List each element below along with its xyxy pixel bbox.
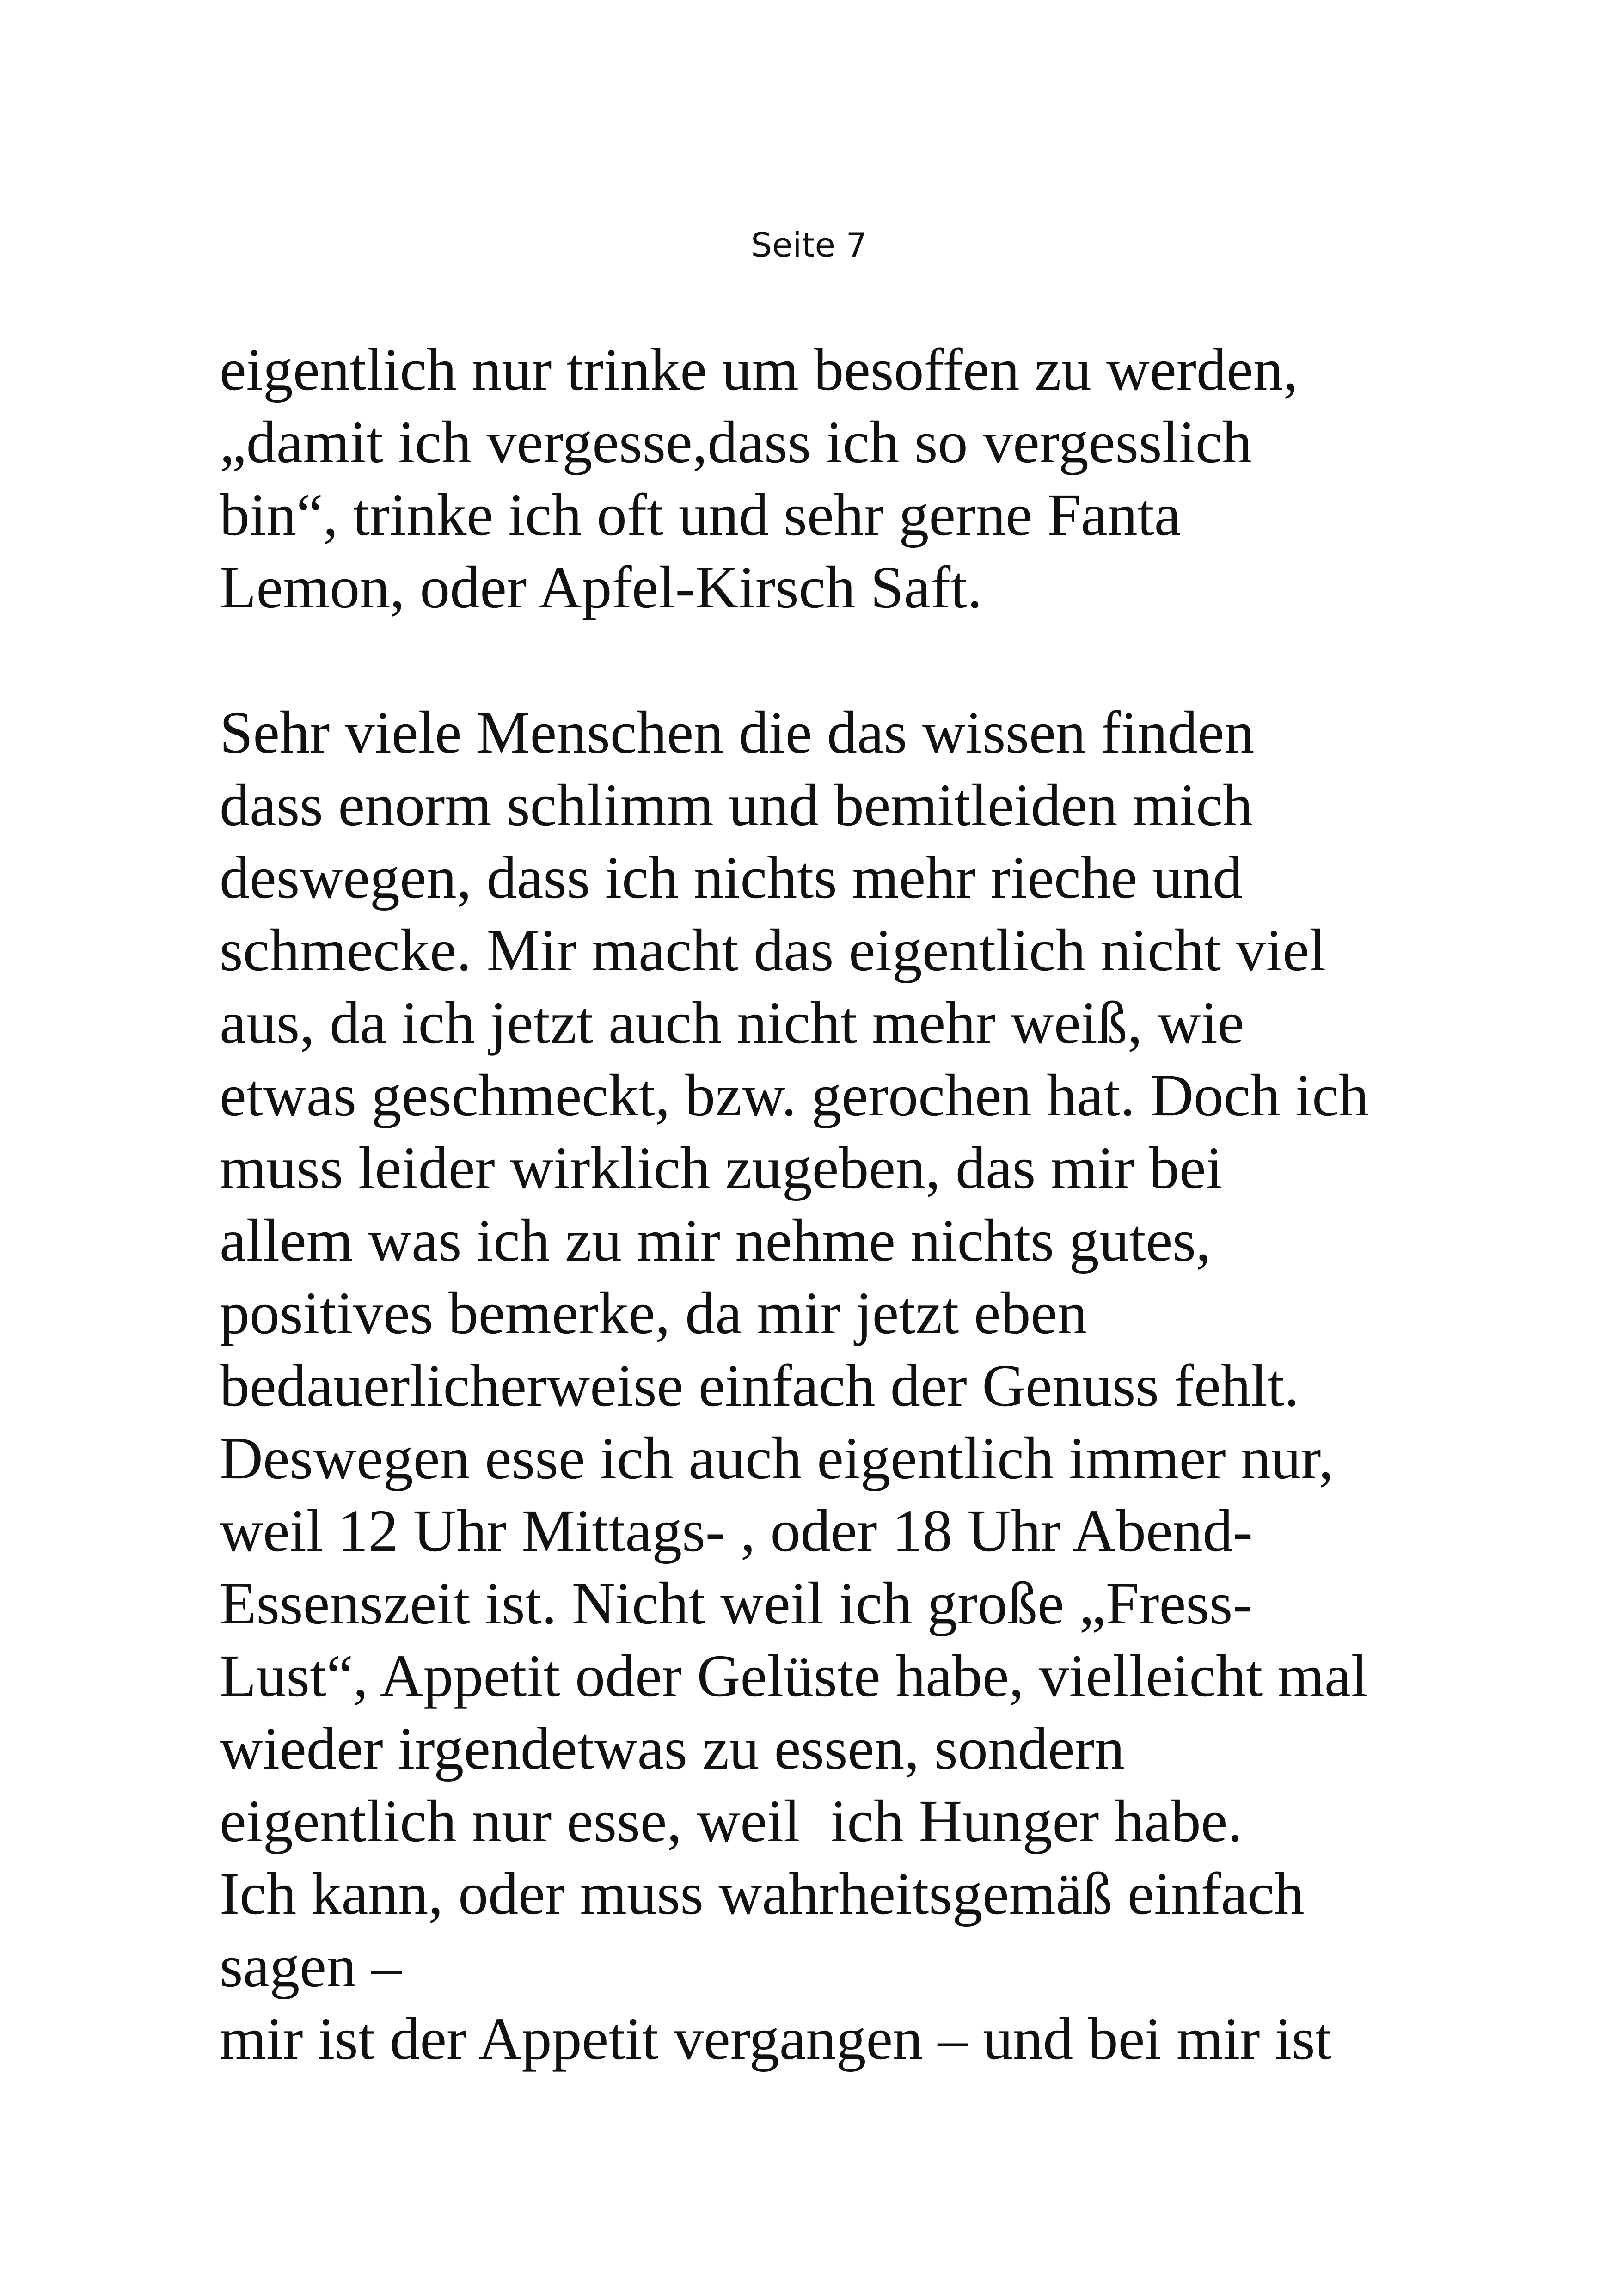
- text-line: schmecke. Mir macht das eigentlich nicht viel: [220, 917, 1326, 984]
- text-line: sagen –: [220, 1933, 402, 2000]
- text-line: bin“, trinke ich oft und sehr gerne Fanta: [220, 482, 1181, 548]
- paragraph-1: [220, 334, 1468, 624]
- text-line: aus, da ich jetzt auch nicht mehr weiß, wie: [220, 990, 1244, 1056]
- text-line: Essenszeit ist. Nicht weil ich große „Fress-: [220, 1570, 1253, 1637]
- text-line: „damit ich vergesse,dass ich so vergesslich: [220, 409, 1252, 476]
- paragraph-spacer: [220, 624, 1468, 697]
- text-line: Lust“, Appetit oder Gelüste habe, vielleicht mal: [220, 1643, 1368, 1709]
- text-line: wieder irgendetwas zu essen, sondern: [220, 1715, 1125, 1782]
- body-text: [220, 334, 1468, 2076]
- paragraph-2: [220, 697, 1468, 2076]
- text-line: positives bemerke, da mir jetzt eben: [220, 1280, 1088, 1347]
- text-line: bedauerlicherweise einfach der Genuss fehlt.: [220, 1353, 1299, 1419]
- text-line: muss leider wirklich zugeben, das mir bei: [220, 1135, 1223, 1201]
- text-line: Lemon, oder Apfel-Kirsch Saft.: [220, 554, 982, 621]
- text-line: deswegen, dass ich nichts mehr rieche und: [220, 845, 1243, 911]
- text-line: Sehr viele Menschen die das wissen finden: [220, 699, 1255, 766]
- text-line: etwas geschmeckt, bzw. gerochen hat. Doch ich: [220, 1062, 1369, 1129]
- text-line: weil 12 Uhr Mittags- , oder 18 Uhr Abend-: [220, 1498, 1253, 1564]
- text-line: Ich kann, oder muss wahrheitsgemäß einfach: [220, 1861, 1305, 1927]
- text-line: allem was ich zu mir nehme nichts gutes,: [220, 1207, 1211, 1274]
- text-line: mir ist der Appetit vergangen – und bei mir ist: [220, 2006, 1332, 2072]
- text-line: eigentlich nur trinke um besoffen zu werden,: [220, 337, 1299, 403]
- page-number-header: Seite 7: [751, 226, 867, 264]
- text-line: eigentlich nur esse, weil ich Hunger habe.: [220, 1788, 1243, 1855]
- text-line: dass enorm schlimm und bemitleiden mich: [220, 772, 1253, 839]
- text-line: Deswegen esse ich auch eigentlich immer nur,: [220, 1425, 1334, 1492]
